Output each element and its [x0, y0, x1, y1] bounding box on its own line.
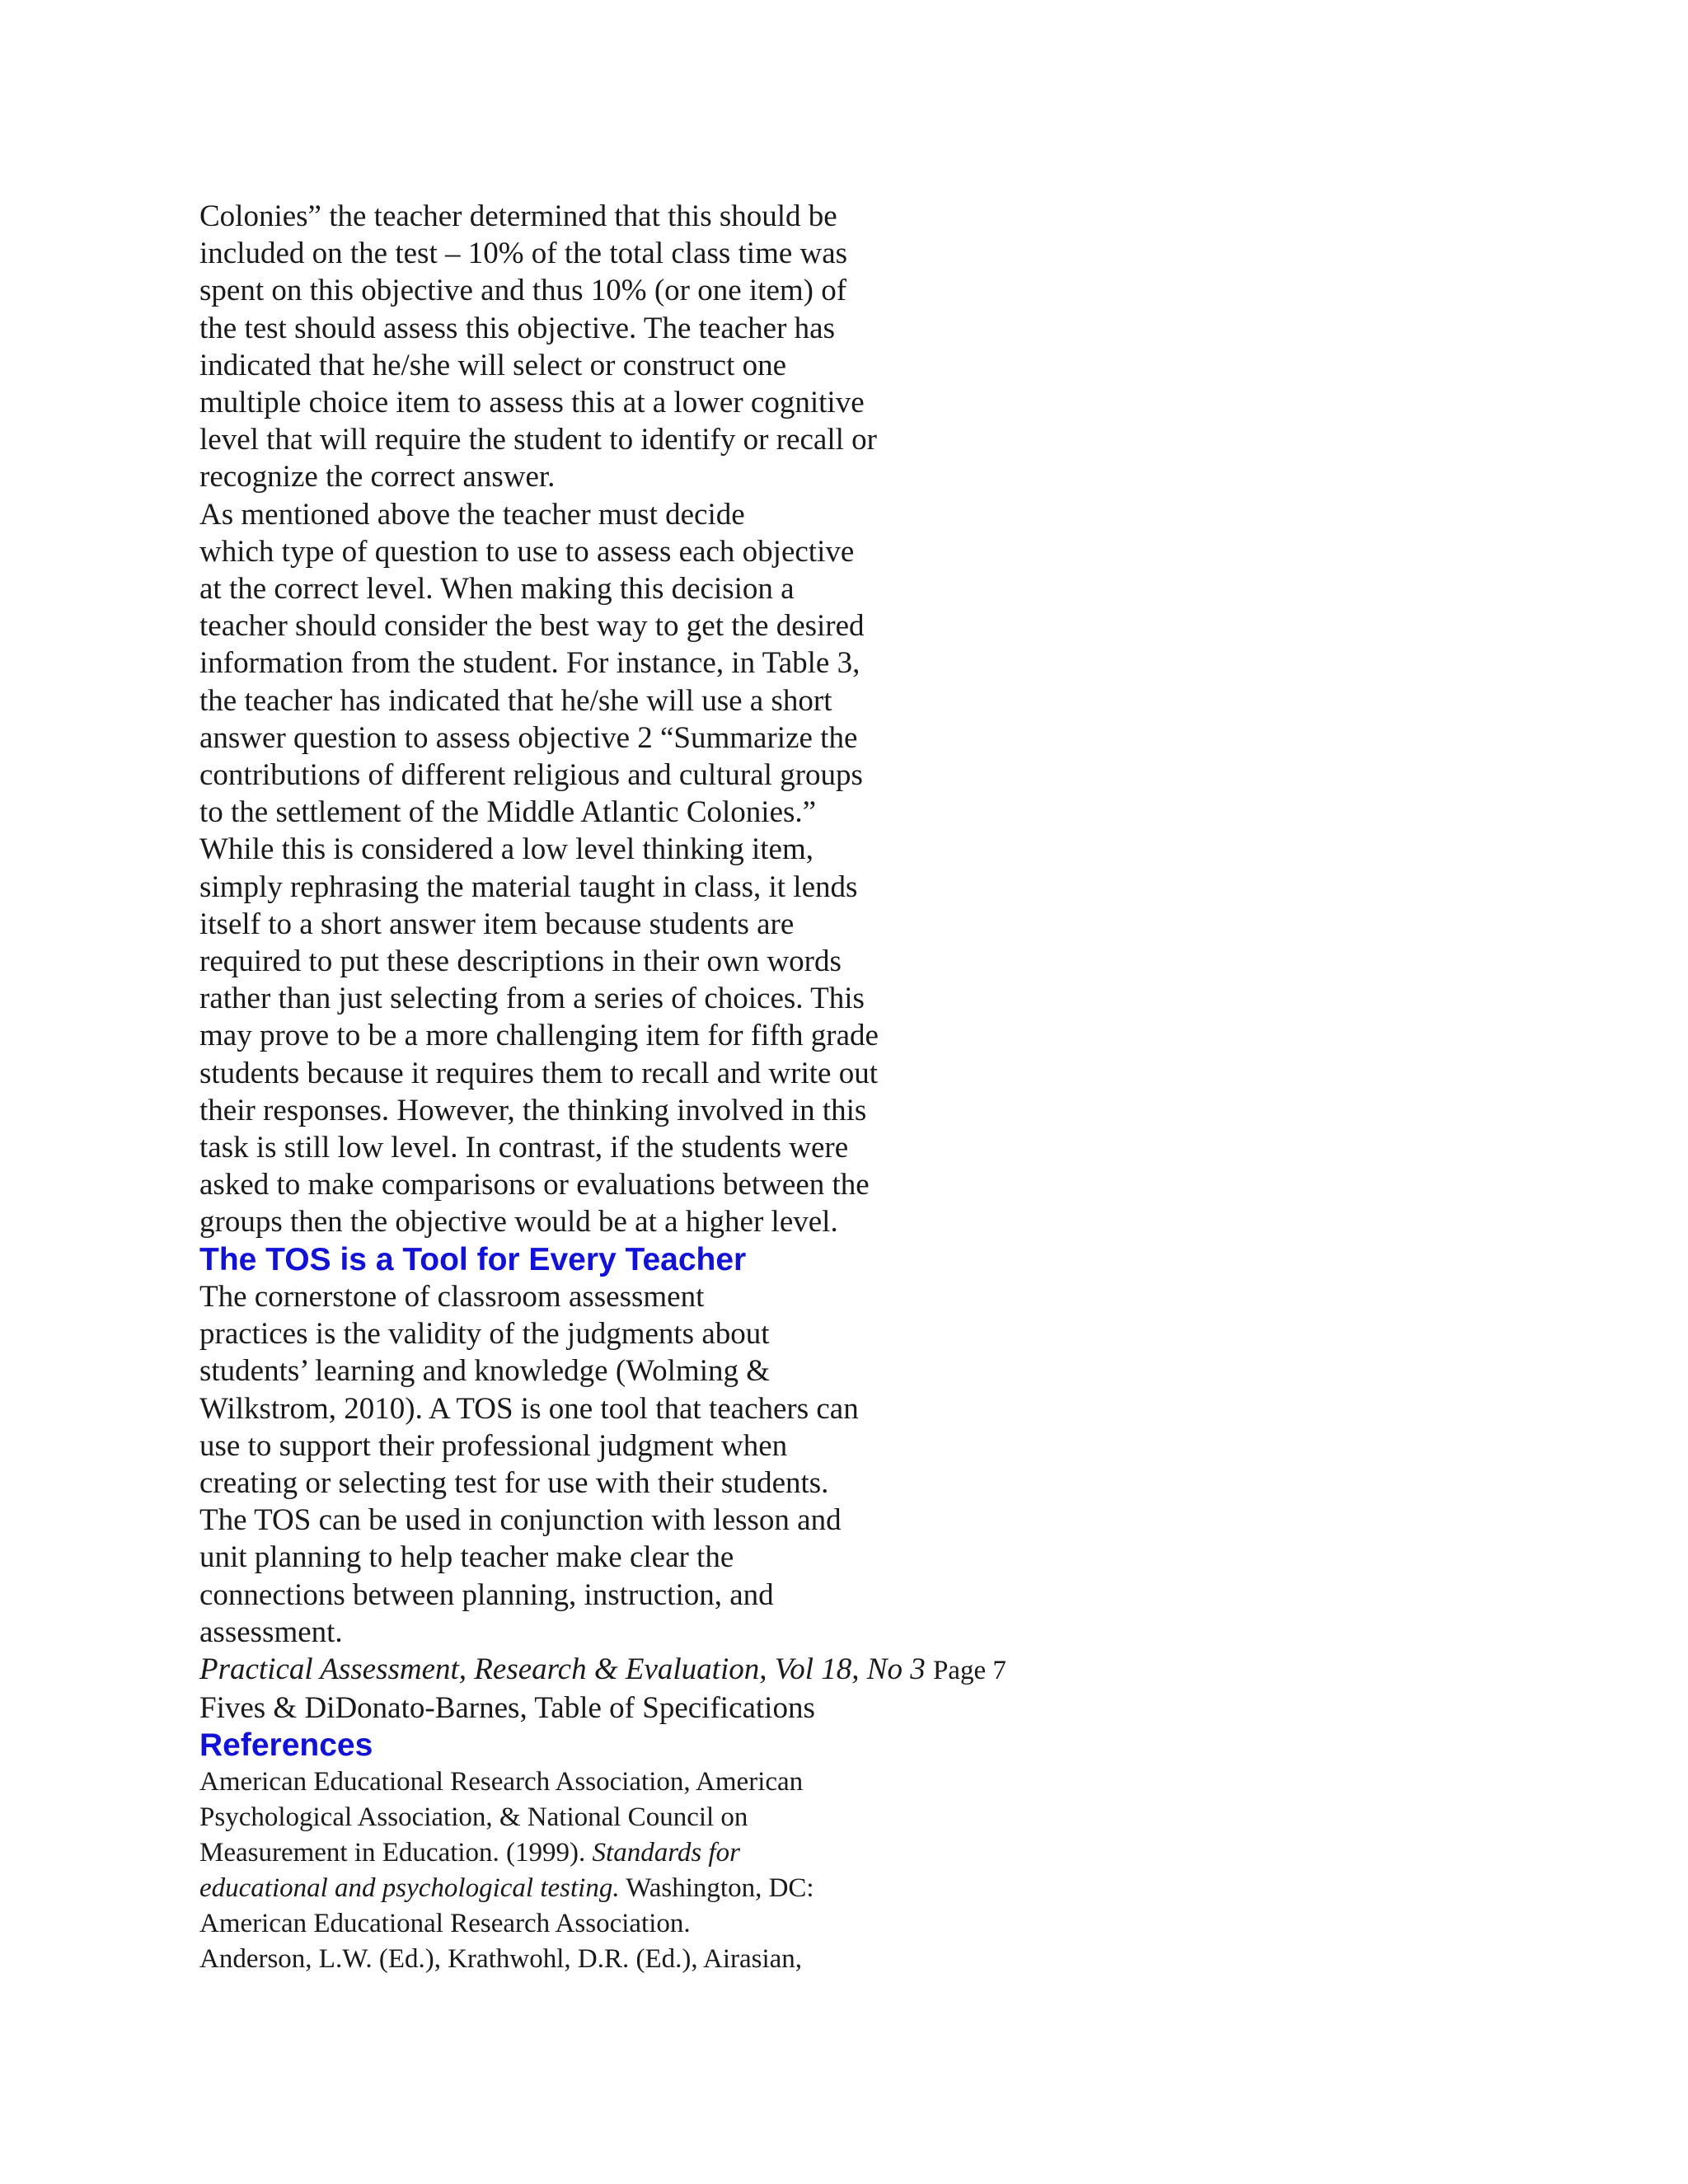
- body-text-line: Wilkstrom, 2010). A TOS is one tool that teachers can: [199, 1391, 859, 1426]
- reference-line: Psychological Association, & National Council on: [199, 1802, 748, 1832]
- body-text-line: at the correct level. When making this decision a: [199, 572, 795, 607]
- body-text-line: their responses. However, the thinking involved in this: [199, 1093, 867, 1127]
- footer-journal-line: [199, 1651, 1024, 1690]
- running-head: Fives & DiDonato-Barnes, Table of Specifications: [199, 1691, 815, 1726]
- body-text-line: use to support their professional judgment when: [199, 1428, 788, 1463]
- reference-line: [199, 1871, 1024, 1906]
- body-text-line: the teacher has indicated that he/she will use a short: [199, 683, 832, 718]
- body-text-line: multiple choice item to assess this at a lower cognitive: [199, 386, 865, 420]
- body-text-line: asked to make comparisons or evaluations between the: [199, 1168, 870, 1202]
- body-text-line: the test should assess this objective. The teacher has: [199, 311, 835, 345]
- body-text-line: The TOS can be used in conjunction with lesson and: [199, 1503, 842, 1538]
- paragraph-test-items: [199, 198, 1024, 1241]
- body-text-line: practices is the validity of the judgments about: [199, 1317, 770, 1352]
- body-text-line: connections between planning, instruction, and: [199, 1577, 774, 1612]
- text-column: [199, 198, 1024, 1977]
- section-heading-references: References: [199, 1727, 373, 1764]
- body-text-line: task is still low level. In contrast, if the students were: [199, 1131, 849, 1165]
- reference-title: Standards for: [592, 1837, 740, 1868]
- body-text-line: rather than just selecting from a series of choices. This: [199, 982, 865, 1016]
- body-text-line: students because it requires them to recall and write out: [199, 1056, 878, 1090]
- reference-line: Anderson, L.W. (Ed.), Krathwohl, D.R. (Ed.), Airasian,: [199, 1943, 803, 1974]
- page-number: Page 7: [932, 1655, 1006, 1685]
- body-text-line: teacher should consider the best way to get the desired: [199, 609, 865, 644]
- body-text-line: included on the test – 10% of the total class time was: [199, 237, 848, 271]
- reference-line: American Educational Research Association.: [199, 1908, 691, 1938]
- reference-line: [199, 1835, 1024, 1871]
- references-list: [199, 1765, 1024, 1977]
- body-text-line: As mentioned above the teacher must decide: [199, 497, 745, 532]
- body-text-line: itself to a short answer item because students are: [199, 907, 795, 941]
- body-text-line: groups then the objective would be at a higher level.: [199, 1205, 838, 1240]
- body-text-line: level that will require the student to identify or recall or: [199, 423, 877, 457]
- body-text-line: creating or selecting test for use with their students.: [199, 1465, 829, 1500]
- body-text-line: which type of question to use to assess each objective: [199, 534, 855, 569]
- body-text-line: students’ learning and knowledge (Wolming &: [199, 1354, 770, 1389]
- body-text-line: information from the student. For instance, in Table 3,: [199, 646, 860, 681]
- body-text-line: recognize the correct answer.: [199, 460, 556, 494]
- reference-line: American Educational Research Association, American: [199, 1766, 804, 1797]
- body-text-line: may prove to be a more challenging item for fifth grade: [199, 1019, 879, 1053]
- body-text-line: indicated that he/she will select or construct one: [199, 348, 787, 382]
- reference-title: educational and psychological testing.: [199, 1872, 620, 1903]
- paragraph-cornerstone: [199, 1278, 1024, 1651]
- body-text-line: contributions of different religious and cultural groups: [199, 758, 863, 793]
- body-text-line: required to put these descriptions in their own words: [199, 944, 842, 979]
- body-text-line: The cornerstone of classroom assessment: [199, 1279, 705, 1314]
- section-heading-tos-tool: The TOS is a Tool for Every Teacher: [199, 1241, 747, 1277]
- body-text-line: answer question to assess objective 2 “Summarize the: [199, 720, 858, 755]
- body-text-line: assessment.: [199, 1615, 343, 1649]
- journal-citation: Practical Assessment, Research & Evaluation, Vol 18, No 3: [199, 1652, 926, 1686]
- body-text-line: While this is considered a low level thinking item,: [199, 832, 814, 867]
- body-text-line: Colonies” the teacher determined that this should be: [199, 199, 837, 233]
- body-text-line: simply rephrasing the material taught in class, it lends: [199, 869, 858, 904]
- reference-text: Washington, DC:: [619, 1872, 814, 1903]
- body-text-line: unit planning to help teacher make clear the: [199, 1540, 734, 1575]
- body-text-line: to the settlement of the Middle Atlantic Colonies.”: [199, 795, 817, 830]
- body-text-line: spent on this objective and thus 10% (or one item) of: [199, 274, 847, 308]
- reference-text: Measurement in Education. (1999).: [199, 1837, 593, 1868]
